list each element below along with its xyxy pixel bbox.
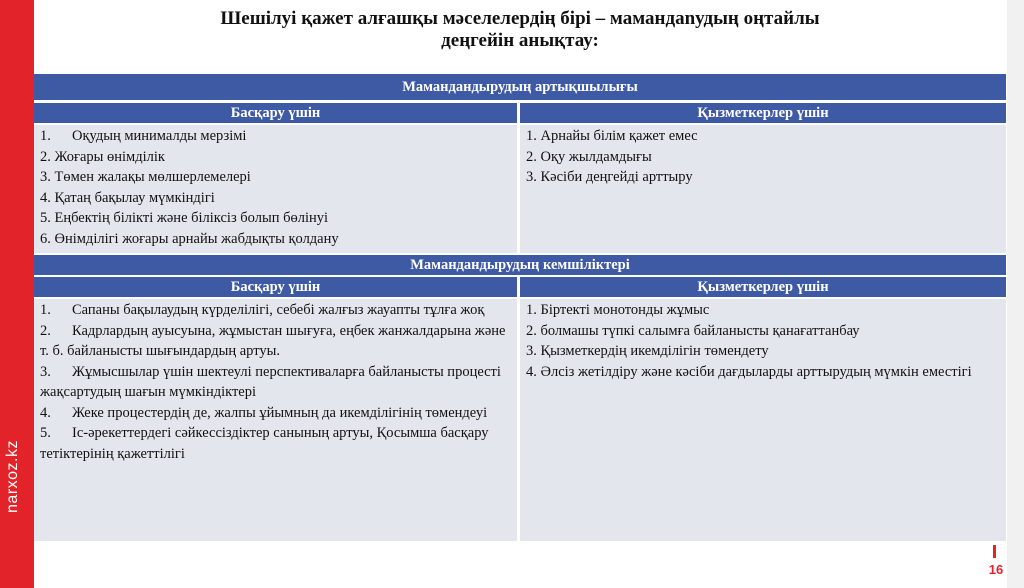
list-item	[40, 300, 511, 321]
list-item-text: Жұмысшылар үшін шектеулі перспективаларға байланысты процесті жақсартудың шағын мүмкіндіктері	[40, 363, 501, 400]
advantages-employees-header: Қызметкерлер үшін	[520, 103, 1006, 123]
disadvantages-management-header: Басқару үшін	[34, 277, 517, 297]
list-item-text: 6. Өнімділігі жоғары арнайы жабдықты қолдану	[40, 230, 339, 247]
list-item	[40, 423, 511, 464]
list-item	[526, 167, 1000, 188]
page-marker	[993, 545, 996, 558]
list-item-text: Іс-әрекеттердегі сәйкессіздіктер санының артуы, Қосымша басқару тетіктерінің қажеттілігі	[40, 425, 489, 462]
list-item-number: 2.	[40, 322, 51, 339]
list-item-text: 2. Оқу жылдамдығы	[526, 148, 652, 165]
list-item-text: 1. Біртекті монотонды жұмыс	[526, 302, 710, 318]
list-item-number: 3.	[40, 363, 51, 380]
list-item	[526, 341, 1000, 362]
list-item-text: 3. Кәсіби деңгейді арттыру	[526, 169, 693, 185]
list-item	[526, 147, 1000, 168]
list-item-text: 4. Қатаң бақылау мүмкіндігі	[40, 189, 215, 206]
list-item-text: 3. Қызметкердің икемділігін төмендету	[526, 343, 769, 359]
advantages-employees-list	[520, 125, 1006, 253]
advantages-management-header: Басқару үшін	[34, 103, 517, 123]
list-item-number: 4.	[40, 404, 51, 421]
disadvantages-employees-list	[520, 299, 1006, 541]
list-item	[526, 126, 1000, 147]
list-item-text: 2. болмашы түпкі салымға байланысты қанағаттанбау	[526, 322, 860, 339]
disadvantages-employees-header: Қызметкерлер үшін	[520, 277, 1006, 297]
list-item	[40, 188, 511, 209]
list-item-text: Оқудың минималды мерзімі	[72, 128, 247, 144]
list-item-text: Кадрлардың ауысуына, жұмыстан шығуға, еңбек жанжалдарына және т. б. байланысты шығындардың артуы.	[40, 322, 506, 359]
title-line-2: деңгейін анықтау:	[441, 30, 599, 51]
brand-sidebar	[0, 0, 34, 588]
list-item	[526, 300, 1000, 321]
list-item-number: 1.	[40, 302, 51, 318]
page-number: 16	[988, 562, 1004, 577]
list-item	[40, 167, 511, 188]
list-item-text: 5. Еңбектің білікті және біліксіз болып бөлінуі	[40, 210, 329, 226]
title-line-1: Шешілуі қажет алғашқы мәселелердің бірі – мамандanудың оңтайлы	[220, 8, 820, 29]
list-item-number: 5.	[40, 425, 51, 441]
list-item	[526, 321, 1000, 342]
list-item-text: 2. Жоғары өнімділік	[40, 148, 165, 165]
advantages-header: Мамандандырудың артықшылығы	[34, 74, 1006, 100]
list-item-number: 1.	[40, 128, 51, 144]
site-label: narxoz.kz	[4, 440, 21, 513]
list-item	[40, 126, 511, 147]
list-item-text: Жеке процестердің де, жалпы ұйымның да икемділігінің төмендеуі	[72, 404, 488, 421]
list-item	[40, 208, 511, 229]
list-item	[40, 147, 511, 168]
list-item	[40, 362, 511, 403]
list-item-text: 1. Арнайы білім қажет емес	[526, 128, 698, 144]
list-item	[40, 229, 511, 250]
disadvantages-management-list	[34, 299, 517, 541]
list-item-text: 3. Төмен жалақы мөлшерлемелері	[40, 169, 251, 185]
right-margin-strip	[1007, 0, 1024, 588]
list-item-text: 4. Әлсіз жетілдіру және кәсіби дағдыларды арттырудың мүмкін еместігі	[526, 363, 972, 380]
list-item	[40, 321, 511, 362]
advantages-management-list	[34, 125, 517, 253]
list-item	[526, 362, 1000, 383]
disadvantages-header: Мамандандырудың кемшіліктері	[34, 255, 1006, 275]
list-item	[40, 403, 511, 424]
list-item-text: Сапаны бақылаудың күрделілігі, себебі жалғыз жауапты тұлға жоқ	[72, 302, 485, 318]
slide-title	[120, 8, 920, 52]
